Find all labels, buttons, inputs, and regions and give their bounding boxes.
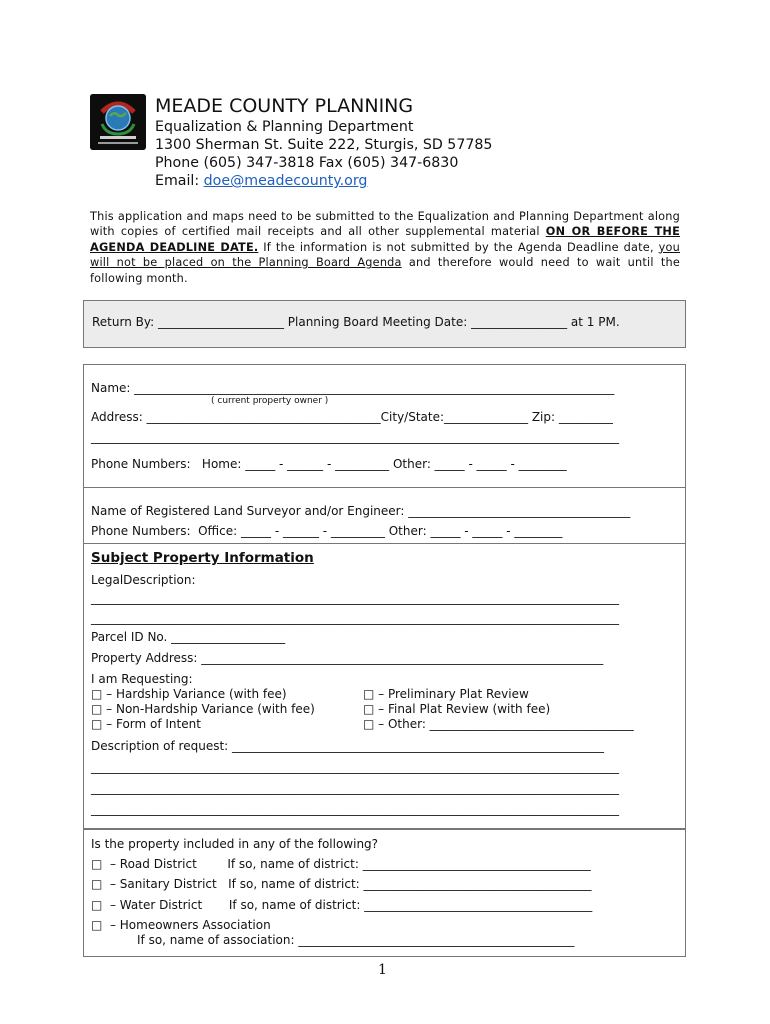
sanitary-district-row[interactable]: □ – Sanitary District If so, name of district: ______________________________________ bbox=[91, 877, 592, 891]
legal-description-line2[interactable]: ________________________________________________________________________________________ bbox=[91, 611, 619, 625]
agency-address: 1300 Sherman St. Suite 222, Sturgis, SD 57785 bbox=[155, 137, 493, 153]
surveyor-phone-numbers[interactable]: Phone Numbers: Office: _____ - ______ - _________ Other: _____ - _____ - ________ bbox=[91, 524, 563, 538]
owner-note: ( current property owner ) bbox=[211, 396, 329, 406]
description-line4[interactable]: ________________________________________________________________________________________ bbox=[91, 802, 619, 816]
not-placed-warning: you will not be placed on the Planning Board Agenda bbox=[90, 240, 680, 270]
intro-paragraph bbox=[90, 209, 680, 286]
subject-property-box bbox=[83, 543, 686, 830]
agency-email-row bbox=[155, 173, 367, 189]
agency-phone-fax: Phone (605) 347-3818 Fax (605) 347-6830 bbox=[155, 155, 459, 171]
deadline-emphasis: ON OR BEFORE THE AGENDA DEADLINE DATE. bbox=[90, 225, 680, 254]
option-hardship-variance[interactable]: □ – Hardship Variance (with fee) bbox=[91, 687, 287, 701]
subject-property-title: Subject Property Information bbox=[91, 550, 314, 566]
legal-description-line1[interactable]: ________________________________________________________________________________________ bbox=[91, 591, 619, 605]
option-non-hardship-variance[interactable]: □ – Non-Hardship Variance (with fee) bbox=[91, 702, 315, 716]
agency-title: MEADE COUNTY PLANNING bbox=[155, 95, 414, 117]
hoa-row[interactable]: □ – Homeowners Association bbox=[91, 918, 271, 932]
page-number: 1 bbox=[378, 962, 387, 978]
meade-county-logo bbox=[90, 94, 146, 150]
road-district-row[interactable]: □ – Road District If so, name of district: ______________________________________ bbox=[91, 857, 591, 871]
districts-question: Is the property included in any of the following? bbox=[91, 837, 379, 851]
description-field[interactable]: Description of request: ______________________________________________________________ bbox=[91, 739, 605, 753]
return-by-box bbox=[83, 300, 686, 348]
owner-address-field[interactable]: Address: _______________________________________City/State:______________ Zip: _________ bbox=[91, 410, 613, 424]
intro-text-2: If the information is not submitted by the Agenda Deadline date, bbox=[258, 240, 659, 254]
option-other[interactable]: □ – Other: __________________________________ bbox=[363, 717, 634, 731]
return-by-line[interactable]: Return By: _____________________ Planning Board Meeting Date: ________________ at 1 PM. bbox=[92, 315, 620, 329]
email-label: Email: bbox=[155, 173, 204, 189]
description-line2[interactable]: ________________________________________________________________________________________ bbox=[91, 760, 619, 774]
requesting-label: I am Requesting: bbox=[91, 672, 193, 686]
email-link[interactable]: doe@meadecounty.org bbox=[203, 173, 368, 189]
districts-box bbox=[83, 828, 686, 957]
water-district-row[interactable]: □ – Water District If so, name of district: ______________________________________ bbox=[91, 898, 593, 912]
department-name: Equalization & Planning Department bbox=[155, 119, 414, 135]
owner-name-field[interactable]: Name: ________________________________________________________________________________ bbox=[91, 381, 615, 395]
owner-info-box bbox=[83, 364, 686, 544]
surveyor-name-field[interactable]: Name of Registered Land Surveyor and/or Engineer: _____________________________________ bbox=[91, 504, 631, 518]
intro-text-3: and therefore would need to wait until the following month. bbox=[90, 256, 680, 285]
owner-address-line2[interactable]: ________________________________________________________________________________________ bbox=[91, 430, 619, 444]
owner-phone-numbers[interactable]: Phone Numbers: Home: _____ - ______ - _________ Other: _____ - _____ - ________ bbox=[91, 457, 567, 471]
option-preliminary-plat[interactable]: □ – Preliminary Plat Review bbox=[363, 687, 529, 701]
intro-text-1: This application and maps need to be submitted to the Equalization and Planning Department along with copies of certified mail receipts and all other supplemental material bbox=[90, 210, 680, 239]
section-divider bbox=[84, 487, 685, 488]
parcel-id-field[interactable]: Parcel ID No. ___________________ bbox=[91, 630, 286, 644]
hoa-name-field[interactable]: If so, name of association: ______________________________________________ bbox=[137, 933, 575, 947]
description-line3[interactable]: ________________________________________________________________________________________ bbox=[91, 781, 619, 795]
legal-description-label: LegalDescription: bbox=[91, 573, 196, 587]
option-form-of-intent[interactable]: □ – Form of Intent bbox=[91, 717, 201, 731]
property-address-field[interactable]: Property Address: ___________________________________________________________________ bbox=[91, 651, 604, 665]
option-final-plat[interactable]: □ – Final Plat Review (with fee) bbox=[363, 702, 551, 716]
